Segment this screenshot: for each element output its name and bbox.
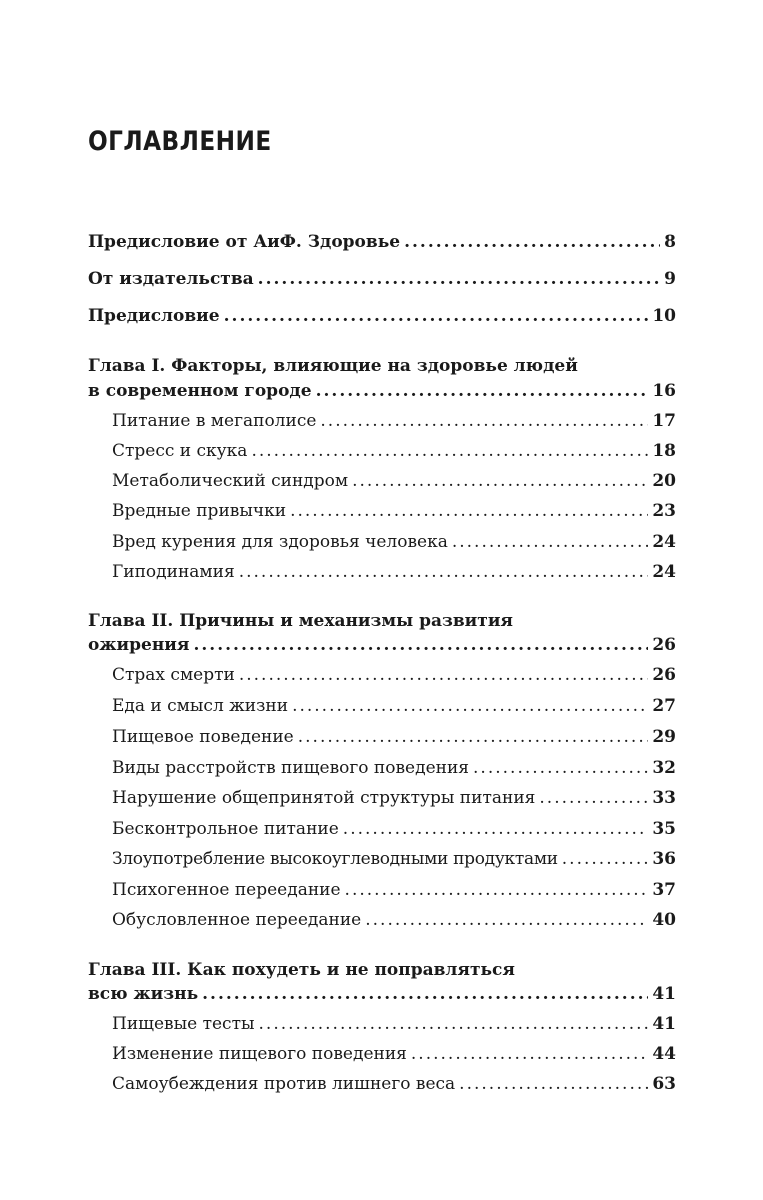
leader-dots (298, 723, 649, 751)
entry-label: Предисловие от АиФ. Здоровье (88, 232, 401, 252)
leader-dots (365, 906, 648, 934)
toc-entry-foreword-aif[interactable] (88, 228, 676, 256)
leader-dots (459, 1070, 648, 1098)
toc-entry-chapter-1[interactable] (88, 377, 676, 405)
entry-label: Обусловленное переедание (112, 910, 362, 930)
leader-dots (259, 1010, 649, 1038)
entry-label: Виды расстройств пищевого поведения (112, 758, 470, 778)
toc-subentry[interactable] (112, 437, 676, 465)
entry-label: Вредные привычки (112, 501, 287, 521)
entry-label: Злоупотребление высокоуглеводными продуктами (112, 849, 558, 869)
toc-subentry[interactable] (112, 754, 676, 782)
entry-label: Страх смерти (112, 665, 235, 685)
toc-subentry[interactable] (112, 1010, 676, 1038)
toc-subentry[interactable] (112, 815, 676, 843)
leader-dots (258, 265, 661, 293)
leader-dots (539, 784, 648, 812)
leader-dots (239, 558, 649, 586)
entry-label: Бесконтрольное питание (112, 819, 339, 839)
leader-dots (316, 377, 649, 405)
entry-label: Гиподинамия (112, 562, 235, 582)
page-number: 24 (652, 562, 676, 582)
page-number: 37 (652, 880, 676, 900)
page-number: 36 (652, 849, 676, 869)
page-number: 29 (652, 727, 676, 747)
toc-subentry[interactable] (112, 558, 676, 586)
leader-dots (404, 228, 660, 256)
toc-subentry[interactable] (112, 661, 676, 689)
entry-label: Метаболический синдром (112, 471, 349, 491)
leader-dots (345, 876, 649, 904)
toc-subentry[interactable] (112, 497, 676, 525)
page-number: 9 (664, 269, 676, 289)
page-number: 23 (652, 501, 676, 521)
chapter-1-heading (88, 352, 676, 380)
page-title: ОГЛАВЛЕНИЕ (88, 126, 272, 157)
page-number: 20 (652, 471, 676, 491)
chapter-heading-text: Глава I. Факторы, влияющие на здоровье людей (88, 356, 578, 376)
leader-dots (202, 980, 648, 1008)
page-number: 41 (652, 1014, 676, 1034)
page-number: 16 (652, 381, 676, 401)
page-number: 24 (652, 532, 676, 552)
entry-label: От издательства (88, 269, 254, 289)
entry-label: Психогенное переедание (112, 880, 341, 900)
toc-subentry[interactable] (112, 692, 676, 720)
leader-dots (239, 661, 648, 689)
page-number: 10 (652, 306, 676, 326)
page-number: 41 (652, 984, 676, 1004)
entry-label: Питание в мегаполисе (112, 411, 317, 431)
toc-subentry[interactable] (112, 845, 676, 873)
toc-subentry[interactable] (112, 784, 676, 812)
leader-dots (452, 528, 648, 556)
toc-subentry[interactable] (112, 906, 676, 934)
toc-subentry[interactable] (112, 1070, 676, 1098)
toc-entry-publisher[interactable] (88, 265, 676, 293)
toc-subentry[interactable] (112, 723, 676, 751)
entry-label: Еда и смысл жизни (112, 696, 289, 716)
page-number: 18 (652, 441, 676, 461)
chapter-heading-text: Глава III. Как похудеть и не поправляться (88, 960, 515, 980)
entry-label: ожирения (88, 635, 190, 655)
page-number: 33 (652, 788, 676, 808)
entry-label: Пищевое поведение (112, 727, 294, 747)
page-number: 32 (652, 758, 676, 778)
toc-subentry[interactable] (112, 407, 676, 435)
entry-label: Пищевые тесты (112, 1014, 255, 1034)
page-number: 17 (652, 411, 676, 431)
leader-dots (193, 631, 648, 659)
page-number: 63 (652, 1074, 676, 1094)
page-number: 40 (652, 910, 676, 930)
entry-label: Стресс и скука (112, 441, 248, 461)
toc-entry-foreword[interactable] (88, 302, 676, 330)
leader-dots (343, 815, 649, 843)
leader-dots (290, 497, 648, 525)
entry-label: Изменение пищевого поведения (112, 1044, 407, 1064)
page-number: 8 (664, 232, 676, 252)
page-number: 44 (652, 1044, 676, 1064)
toc-subentry[interactable] (112, 528, 676, 556)
leader-dots (292, 692, 648, 720)
entry-label: Вред курения для здоровья человека (112, 532, 448, 552)
toc-entry-chapter-2[interactable] (88, 631, 676, 659)
leader-dots (411, 1040, 648, 1068)
toc-subentry[interactable] (112, 1040, 676, 1068)
toc-entry-chapter-3[interactable] (88, 980, 676, 1008)
leader-dots (320, 407, 648, 435)
entry-label: всю жизнь (88, 984, 199, 1004)
page-number: 35 (652, 819, 676, 839)
chapter-heading-text: Глава II. Причины и механизмы развития (88, 611, 513, 631)
toc-subentry[interactable] (112, 467, 676, 495)
entry-label: в современном городе (88, 381, 312, 401)
page-number: 26 (652, 635, 676, 655)
page-number: 27 (652, 696, 676, 716)
entry-label: Предисловие (88, 306, 220, 326)
leader-dots (251, 437, 648, 465)
leader-dots (473, 754, 648, 782)
toc-subentry[interactable] (112, 876, 676, 904)
leader-dots (352, 467, 648, 495)
leader-dots (224, 302, 649, 330)
entry-label: Самоубеждения против лишнего веса (112, 1074, 456, 1094)
page-number: 26 (652, 665, 676, 685)
leader-dots (562, 845, 649, 873)
entry-label: Нарушение общепринятой структуры питания (112, 788, 536, 808)
